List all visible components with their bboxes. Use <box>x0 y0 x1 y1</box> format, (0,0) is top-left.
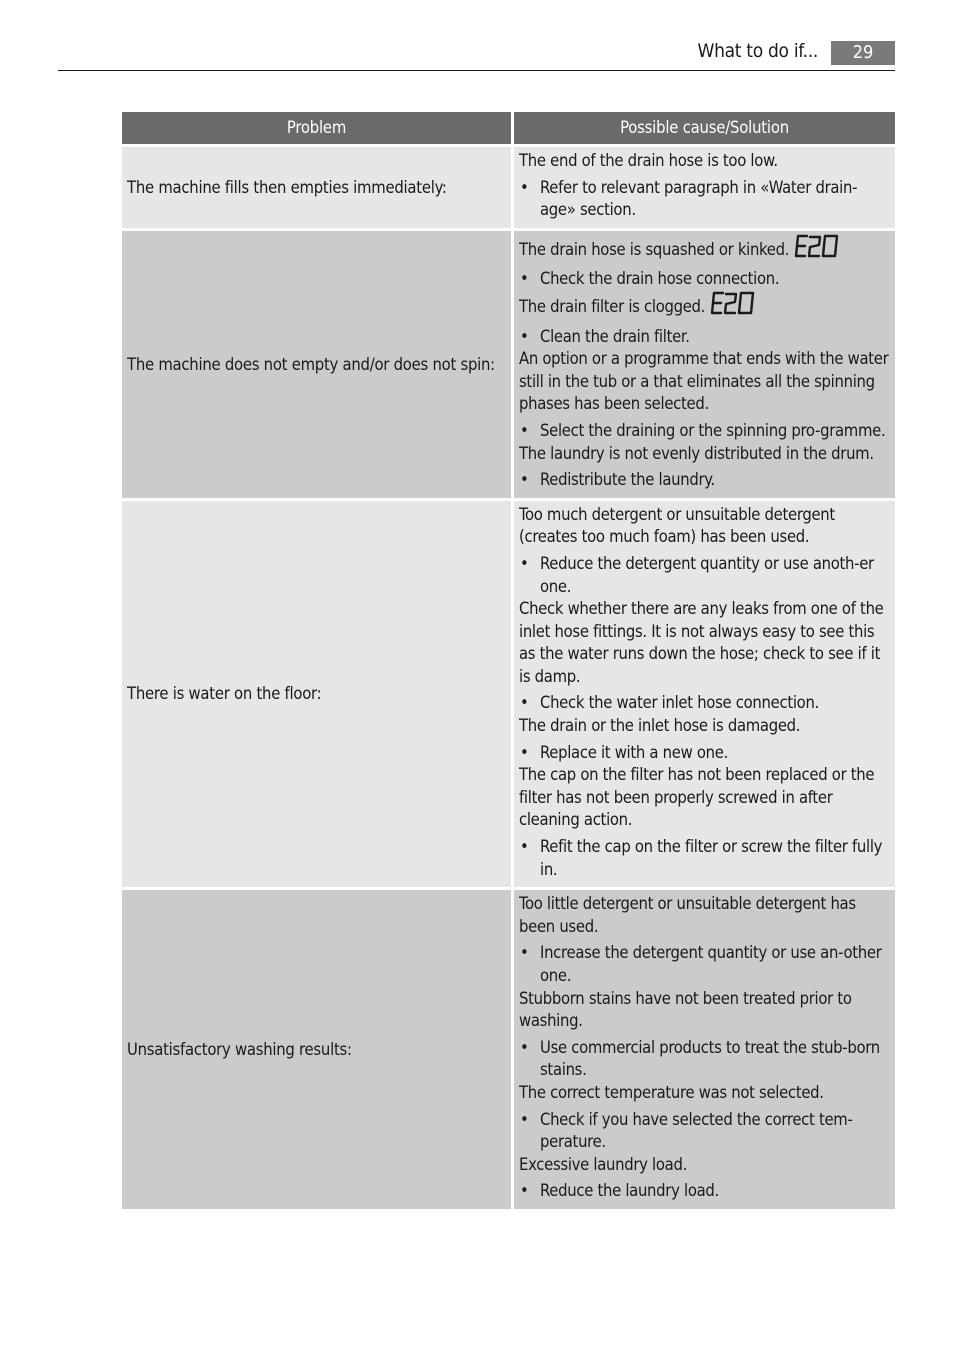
solution-bullet <box>519 420 891 443</box>
cause-text <box>519 1154 891 1177</box>
cause-label: The drain or the inlet hose is damaged. <box>519 716 801 736</box>
problem-cell <box>122 501 511 888</box>
cause-label: Check whether there are any leaks from one of the inlet hose fittings. It is not always easy to see this as the water runs down the hose; check to see if it is damp. <box>519 599 884 686</box>
cause-text <box>519 504 891 549</box>
cause-label: The correct temperature was not selected. <box>519 1082 824 1102</box>
solution-label: Check if you have selected the correct tem-perature. <box>540 1109 853 1152</box>
cause-label: Excessive laundry load. <box>519 1154 687 1174</box>
cause-label: The cap on the filter has not been replaced or the filter has not been properly screwed in after cleaning action. <box>519 765 875 830</box>
problem-cell <box>122 231 511 498</box>
solution-bullet <box>519 326 891 349</box>
solution-cell <box>514 501 895 888</box>
solution-cell <box>514 231 895 498</box>
solution-bullet <box>519 268 891 291</box>
cause-text <box>519 234 891 265</box>
problem-text: The machine does not empty and/or does not spin: <box>127 354 495 374</box>
cause-text <box>519 150 891 173</box>
table-row <box>122 147 895 228</box>
cause-text <box>519 715 891 738</box>
cause-label: An option or a programme that ends with the water still in the tub or a that eliminates all the spinning phases has been selected. <box>519 349 889 414</box>
cause-label: The end of the drain hose is too low. <box>519 151 778 170</box>
cause-label: Too little detergent or unsuitable detergent has been used. <box>519 894 856 936</box>
solution-label: Use commercial products to treat the stub-born stains. <box>540 1037 880 1080</box>
troubleshooting-table <box>122 112 895 1212</box>
problem-text: There is water on the floor: <box>127 684 322 704</box>
column-header-solution: Possible cause/Solution <box>514 112 895 144</box>
problem-cell <box>122 147 511 228</box>
page-header <box>0 0 954 72</box>
solution-label: Check the drain hose connection. <box>540 269 780 289</box>
error-code-icon <box>793 234 841 265</box>
header-rule <box>58 70 895 71</box>
table-row <box>122 501 895 888</box>
solution-label: Refit the cap on the filter or screw the filter fully in. <box>540 837 883 879</box>
cause-label: The drain hose is squashed or kinked. <box>519 239 790 259</box>
solution-bullet <box>519 942 891 987</box>
solution-label: Check the water inlet hose connection. <box>540 693 819 713</box>
cause-label: The laundry is not evenly distributed in the drum. <box>519 443 874 463</box>
solution-bullet <box>519 1109 891 1154</box>
problem-text: Unsatisfactory washing results: <box>127 1040 352 1060</box>
solution-label: Increase the detergent quantity or use an-other one. <box>540 943 882 985</box>
table-body <box>122 147 895 1209</box>
cause-label: Too much detergent or unsuitable detergent (creates too much foam) has been used. <box>519 504 835 547</box>
cause-text <box>519 1082 891 1105</box>
solution-bullet <box>519 177 891 222</box>
cause-text <box>519 988 891 1033</box>
solution-label: Clean the drain filter. <box>540 326 690 346</box>
cause-label: Stubborn stains have not been treated prior to washing. <box>519 988 852 1031</box>
solution-cell <box>514 890 895 1209</box>
cause-label: The drain filter is clogged. <box>519 296 706 316</box>
problem-text: The machine fills then empties immediately: <box>127 177 447 197</box>
problem-cell <box>122 890 511 1209</box>
error-code-icon <box>709 291 757 322</box>
cause-text <box>519 348 891 416</box>
cause-text <box>519 443 891 466</box>
cause-text <box>519 893 891 938</box>
solution-label: Replace it with a new one. <box>540 742 728 762</box>
solution-label: Select the draining or the spinning pro-gramme. <box>540 420 886 440</box>
solution-cell <box>514 147 895 228</box>
table-row <box>122 231 895 498</box>
page-number: 29 <box>831 41 895 65</box>
solution-label: Refer to relevant paragraph in «Water drain-age» section. <box>540 177 858 220</box>
solution-label: Reduce the detergent quantity or use anoth-er one. <box>540 553 874 596</box>
solution-label: Reduce the laundry load. <box>540 1181 719 1201</box>
cause-text <box>519 764 891 832</box>
section-title: What to do if... <box>697 40 818 62</box>
solution-bullet <box>519 469 891 492</box>
cause-text <box>519 598 891 688</box>
solution-bullet <box>519 1037 891 1082</box>
solution-label: Redistribute the laundry. <box>540 470 715 490</box>
solution-bullet <box>519 1180 891 1203</box>
solution-bullet <box>519 553 891 598</box>
table-header-row <box>122 112 895 144</box>
column-header-problem: Problem <box>122 112 511 144</box>
cause-text <box>519 291 891 322</box>
solution-bullet <box>519 742 891 765</box>
table-row <box>122 890 895 1209</box>
solution-bullet <box>519 836 891 881</box>
solution-bullet <box>519 692 891 715</box>
